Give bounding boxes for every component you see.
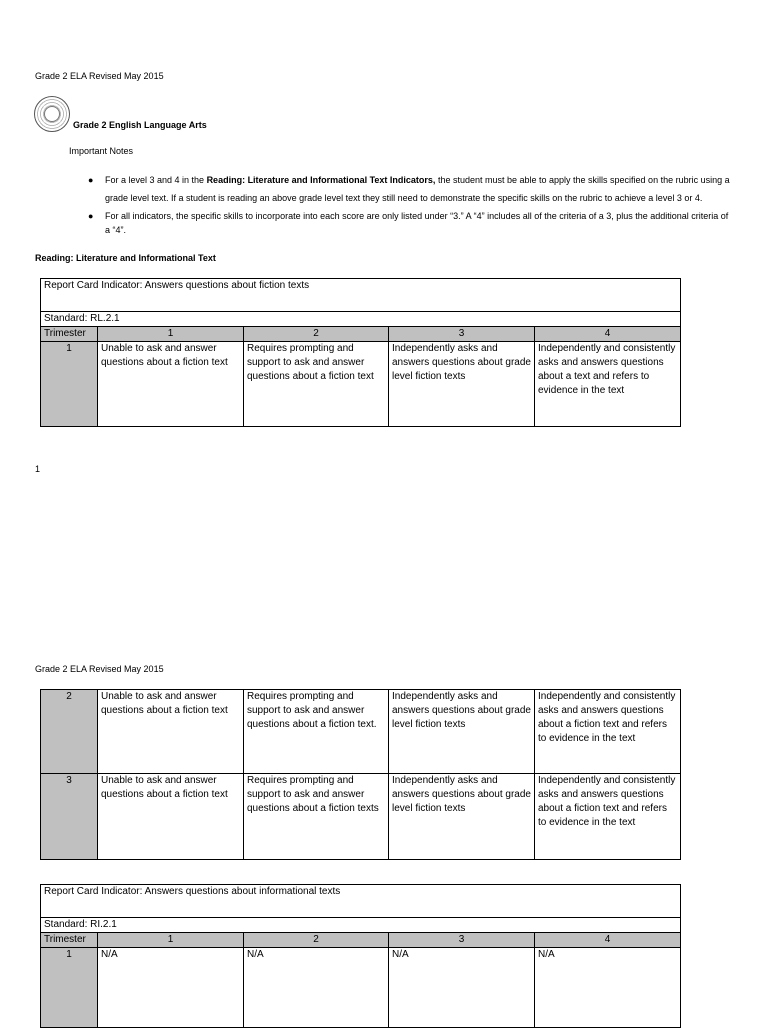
trimester-cell: 2 bbox=[41, 690, 98, 774]
rubric-cell: Unable to ask and answer questions about a fiction text bbox=[98, 342, 244, 427]
level-header: 1 bbox=[98, 327, 244, 342]
rubric-cell: N/A bbox=[535, 948, 681, 1028]
rubric-cell: Independently and consistently asks and answers questions about a fiction text and refers to evidence in the text bbox=[535, 690, 681, 774]
bullet-icon: ● bbox=[88, 175, 94, 185]
rubric-cell: Independently and consistently asks and answers questions about a text and refers to evidence in the text bbox=[535, 342, 681, 427]
note-item bbox=[88, 209, 735, 237]
trimester-header: Trimester bbox=[41, 933, 98, 948]
rubric-cell: N/A bbox=[389, 948, 535, 1028]
level-header: 3 bbox=[389, 327, 535, 342]
note-item bbox=[88, 171, 735, 207]
rubric-cell: Independently and consistently asks and answers questions about a fiction text and refers to evidence in the text bbox=[535, 774, 681, 860]
trimester-cell: 1 bbox=[41, 342, 98, 427]
level-header: 3 bbox=[389, 933, 535, 948]
rubric-table-fiction bbox=[40, 278, 681, 427]
rubric-cell: Unable to ask and answer questions about a fiction text bbox=[98, 774, 244, 860]
rubric-cell: N/A bbox=[98, 948, 244, 1028]
level-header: 4 bbox=[535, 327, 681, 342]
level-header: 2 bbox=[244, 327, 389, 342]
rubric-cell: Independently asks and answers questions about grade level fiction texts bbox=[389, 774, 535, 860]
trimester-cell: 1 bbox=[41, 948, 98, 1028]
table-row bbox=[41, 774, 681, 860]
table-row bbox=[41, 948, 681, 1028]
indicator-cell: Report Card Indicator: Answers questions about fiction texts bbox=[41, 279, 681, 312]
table-row bbox=[41, 690, 681, 774]
rubric-cell: Unable to ask and answer questions about a fiction text bbox=[98, 690, 244, 774]
school-seal-logo bbox=[34, 96, 70, 132]
table-row bbox=[41, 342, 681, 427]
bullet-icon: ● bbox=[88, 211, 94, 221]
level-header: 2 bbox=[244, 933, 389, 948]
page-header: Grade 2 ELA Revised May 2015 bbox=[35, 71, 164, 81]
rubric-cell: N/A bbox=[244, 948, 389, 1028]
rubric-cell: Requires prompting and support to ask and answer questions about a fiction text. bbox=[244, 690, 389, 774]
rubric-table-informational bbox=[40, 884, 681, 1028]
rubric-table-fiction-continued bbox=[40, 689, 681, 860]
trimester-header: Trimester bbox=[41, 327, 98, 342]
level-header: 4 bbox=[535, 933, 681, 948]
rubric-cell: Requires prompting and support to ask and answer questions about a fiction text bbox=[244, 342, 389, 427]
notes-heading: Important Notes bbox=[69, 146, 134, 156]
note-text: For a level 3 and 4 in the bbox=[105, 175, 207, 185]
note-text: For all indicators, the specific skills to incorporate into each score are only listed under “3.” A “4” includes all of the criteria of a 3, plus the additional criteria of a “4”. bbox=[105, 211, 729, 235]
note-bold-text: Reading: Literature and Informational Text Indicators, bbox=[206, 175, 436, 185]
rubric-cell: Independently asks and answers questions about grade level fiction texts bbox=[389, 690, 535, 774]
page-header: Grade 2 ELA Revised May 2015 bbox=[35, 664, 164, 674]
rubric-cell: Independently asks and answers questions about grade level fiction texts bbox=[389, 342, 535, 427]
indicator-cell: Report Card Indicator: Answers questions about informational texts bbox=[41, 885, 681, 918]
page-number: 1 bbox=[35, 464, 41, 474]
standard-cell: Standard: RI.2.1 bbox=[41, 918, 681, 933]
rubric-cell: Requires prompting and support to ask and answer questions about a fiction texts bbox=[244, 774, 389, 860]
document-title: Grade 2 English Language Arts bbox=[73, 120, 207, 130]
level-header: 1 bbox=[98, 933, 244, 948]
section-heading: Reading: Literature and Informational Text bbox=[35, 253, 216, 263]
note-text: the student must be able to apply the skills specified on the rubric using a grade level text. If a student is reading an above grade level text they still need to demonstrate the specific skills on the rubric to achieve a level 3 or 4. bbox=[105, 175, 730, 203]
standard-cell: Standard: RL.2.1 bbox=[41, 312, 681, 327]
trimester-cell: 3 bbox=[41, 774, 98, 860]
notes-list bbox=[88, 171, 735, 237]
